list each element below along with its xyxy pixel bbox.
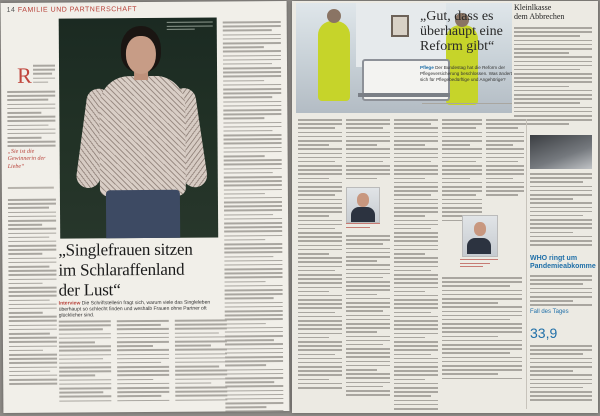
top-right-column	[514, 27, 592, 128]
headline-line-1: „Singlefrauen sitzen	[58, 239, 193, 260]
photo-wall-frame	[391, 15, 409, 37]
subhead-text: Die Schriftstellerin fragt sich, warum viele das Singleleben überhaupt so schlecht finden und weshalb Frauen ohne Partner oft glücklicher sind.	[58, 299, 211, 320]
news-thumbnail	[530, 135, 592, 169]
column-separator	[526, 119, 527, 409]
big-number: 33,9	[530, 325, 558, 341]
sidebar-headline-line-1: WHO ringt um	[530, 255, 578, 262]
left-newspaper-page	[1, 1, 290, 413]
interview-column-1	[298, 119, 342, 391]
photo-caption	[422, 103, 512, 107]
sidebar-column-mid	[530, 275, 592, 309]
photo-torso	[99, 76, 186, 197]
section-name: FAMILIE UND PARTNERSCHAFT	[17, 6, 138, 14]
pull-quote-attribution	[8, 187, 54, 192]
photo-face	[126, 36, 156, 74]
photo-credit	[167, 22, 213, 33]
interview-column-5	[486, 119, 524, 199]
left-text-column-top	[33, 65, 55, 86]
portrait-man-2	[462, 215, 498, 257]
photo-worker-left	[318, 21, 350, 101]
page-number: 14	[6, 6, 16, 14]
sidebar-headline	[530, 255, 596, 271]
portrait-man-1	[346, 187, 380, 223]
interview-column-2	[346, 119, 390, 182]
right-headline-line-2: überhaupt eine	[420, 24, 503, 39]
top-right-line-1: Kleinlkasse	[514, 3, 552, 12]
photo-worker-left-head	[327, 9, 341, 23]
right-subhead-lead: Pflege	[420, 65, 434, 70]
interview-column-2-lower	[346, 235, 390, 398]
article-headline	[58, 239, 228, 300]
section-label	[7, 6, 137, 14]
top-right-line-2: dem Abbrechen	[514, 12, 565, 21]
sidebar-column-top	[530, 173, 592, 248]
left-text-column	[7, 91, 55, 150]
subhead-lead: Interview	[58, 300, 81, 307]
body-column-1	[59, 320, 112, 404]
dropcap: R	[16, 62, 32, 88]
sidebar-headline-line-2: Pandemieabkomme	[530, 263, 596, 270]
right-subhead-text: Der Bundestag hat die Reform der Pflegeversicherung beschlossen. Was ändert sich für Pflegebedürftige und Angehörige?	[420, 65, 513, 82]
body-column-3	[175, 319, 228, 403]
portrait-photo	[59, 17, 219, 238]
portrait-man-1-head	[357, 193, 369, 207]
article-subhead	[59, 299, 229, 319]
interview-column-4	[442, 119, 482, 224]
sidebar-column-bottom	[530, 345, 592, 404]
headline-line-2: im Schlaraffenland	[58, 259, 185, 280]
body-column-2	[117, 320, 170, 404]
portrait-man-2-head	[474, 222, 486, 236]
right-headline-line-1: „Gut, dass es	[420, 9, 494, 24]
top-right-headline	[514, 3, 594, 21]
right-subhead	[420, 65, 512, 82]
portrait-man-2-body	[467, 238, 491, 254]
portrait-man-1-caption	[346, 223, 380, 230]
left-text-column-lower	[8, 199, 57, 388]
photo-bed-rail	[358, 93, 450, 97]
portrait-man-1-body	[351, 207, 375, 223]
interview-column-4-lower	[442, 277, 522, 382]
sidebar-subheading: Fall des Tages	[530, 309, 569, 315]
right-headline-line-3: Reform gibt“	[420, 39, 495, 54]
portrait-man-2-caption	[460, 259, 498, 270]
right-text-column	[223, 21, 284, 413]
photo-jeans	[106, 190, 180, 239]
interview-column-3	[394, 119, 438, 412]
right-newspaper-page	[292, 1, 598, 413]
right-headline	[420, 9, 516, 54]
headline-line-3: der Lust“	[58, 280, 121, 300]
pull-quote: „Sie ist die Gewinnerin der Liebe“	[7, 148, 46, 170]
